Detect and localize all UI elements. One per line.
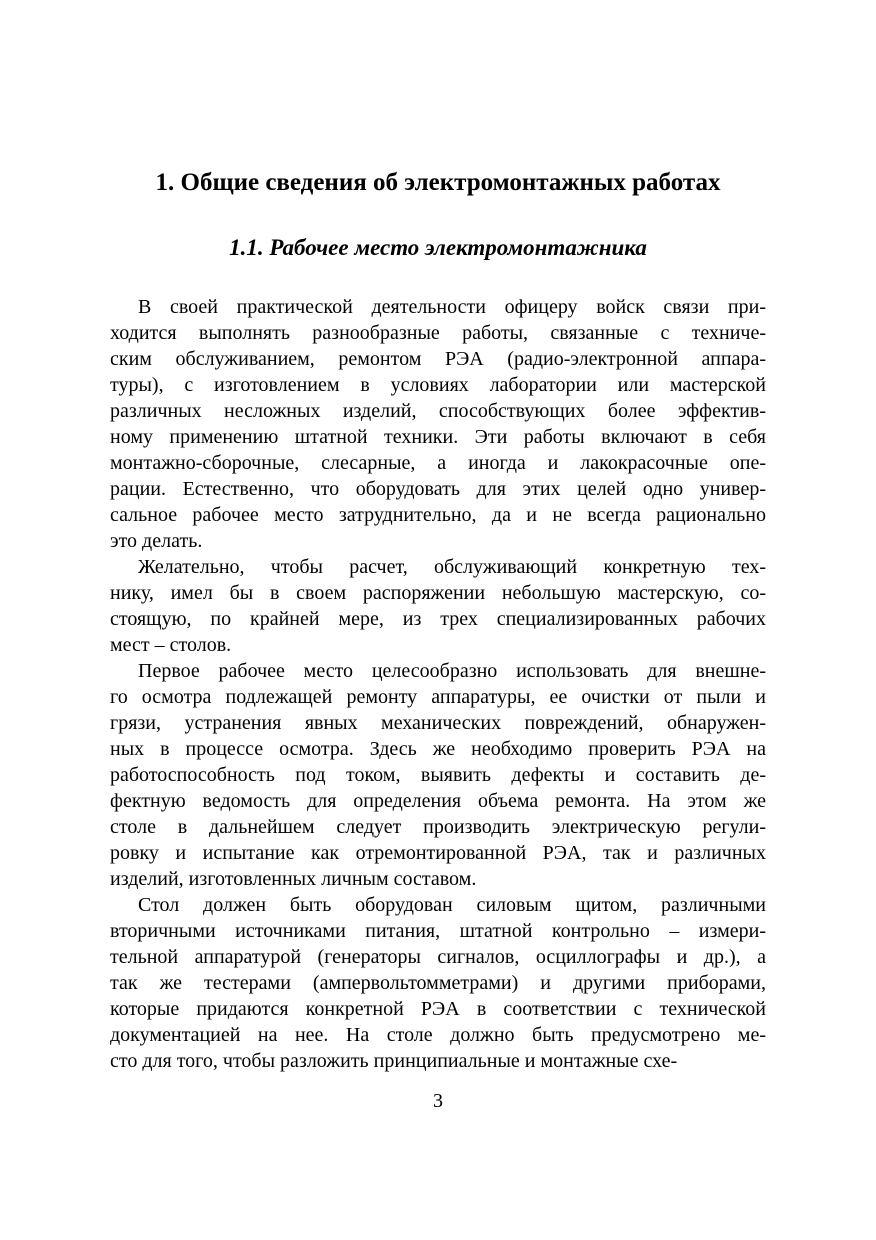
text-line: го осмотра подлежащей ремонту аппаратуры, ее очистки от пыли и [110, 685, 766, 708]
text-line: так же тестерами (ампервольтомметрами) и другими приборами, [110, 971, 766, 994]
text-line: фектную ведомость для определения объема ремонта. На этом же [110, 789, 766, 812]
text-line: ровку и испытание как отремонтированной РЭА, так и различных [110, 841, 766, 864]
paragraph [110, 892, 766, 1074]
paragraph [110, 658, 766, 892]
text-line: Первое рабочее место целесообразно использовать для внешне- [138, 659, 766, 682]
chapter-heading: 1. Общие сведения об электромонтажных работах [155, 169, 721, 196]
text-line: которые придаются конкретной РЭА в соответствии с технической [110, 997, 766, 1020]
paragraph [110, 294, 766, 554]
text-line: тельной аппаратурой (генераторы сигналов, осциллографы и др.), а [110, 945, 766, 968]
text-line: столе в дальнейшем следует производить электрическую регули- [110, 815, 766, 838]
body-text [110, 294, 766, 1074]
text-line: изделий, изготовленных личным составом. [110, 867, 477, 890]
section-heading: 1.1. Рабочее место электромонтажника [229, 235, 647, 260]
text-block [110, 168, 766, 1074]
text-line: Желательно, чтобы расчет, обслуживающий конкретную тех- [138, 555, 766, 578]
text-line: ному применению штатной техники. Эти работы включают в себя [110, 425, 766, 448]
text-line: мест – столов. [110, 633, 232, 656]
text-line: грязи, устранения явных механических повреждений, обнаружен- [110, 711, 766, 734]
text-line: сто для того, чтобы разложить принципиальные и монтажные схе- [110, 1049, 678, 1072]
text-line: туры), с изготовлением в условиях лаборатории или мастерской [110, 373, 766, 396]
text-line: стоящую, по крайней мере, из трех специализированных рабочих [110, 607, 766, 630]
text-line: рации. Естественно, что оборудовать для этих целей одно универ- [110, 477, 766, 500]
text-line: документацией на нее. На столе должно быть предусмотрено ме- [110, 1023, 766, 1046]
text-line: В своей практической деятельности офицеру войск связи при- [138, 295, 766, 318]
text-line: монтажно-сборочные, слесарные, а иногда и лакокрасочные опе- [110, 451, 766, 474]
text-line: Стол должен быть оборудован силовым щитом, различными [138, 893, 766, 916]
text-line: работоспособность под током, выявить дефекты и составить де- [110, 763, 766, 786]
text-line: это делать. [110, 529, 203, 552]
text-line: различных несложных изделий, способствующих более эффектив- [110, 399, 766, 422]
text-line: нику, имел бы в своем распоряжении небольшую мастерскую, со- [110, 581, 766, 604]
text-line: ходится выполнять разнообразные работы, связанные с техниче- [110, 321, 766, 344]
text-line: ским обслуживанием, ремонтом РЭА (радио-электронной аппара- [110, 347, 766, 370]
text-line: сальное рабочее место затруднительно, да и не всегда рационально [110, 503, 766, 526]
page-number: 3 [433, 1090, 443, 1112]
text-line: ных в процессе осмотра. Здесь же необходимо проверить РЭА на [110, 737, 766, 760]
text-line: вторичными источниками питания, штатной контрольно – измери- [110, 919, 766, 942]
paragraph [110, 554, 766, 658]
